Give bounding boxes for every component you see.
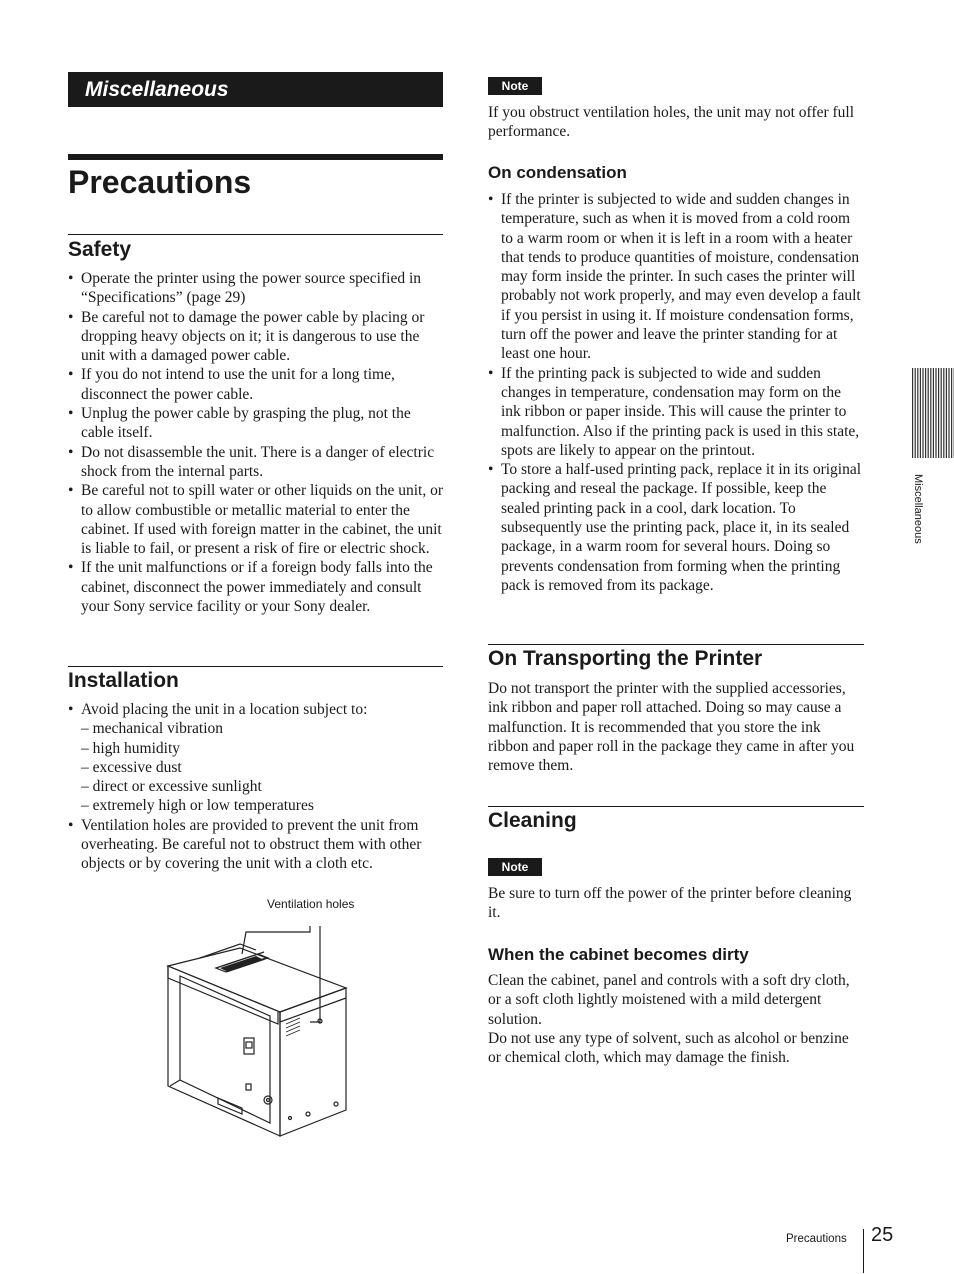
sub-item: – extremely high or low temperatures [81, 797, 314, 815]
stripe [935, 368, 936, 458]
note-badge: Note [488, 77, 542, 95]
cleaning-section [488, 806, 864, 834]
printer-illustration [160, 918, 360, 1143]
stripe [920, 368, 921, 458]
stripe [912, 368, 913, 458]
stripe [948, 368, 949, 458]
section-banner: Miscellaneous [68, 72, 443, 107]
safety-section [68, 234, 443, 263]
installation-heading: Installation [68, 669, 179, 692]
transporting-section [488, 644, 864, 672]
cabinet-dirty-heading: When the cabinet becomes dirty [488, 945, 749, 964]
safety-list [68, 269, 444, 616]
list-item: • To store a half-used printing pack, replace it in its original packing and reseal the package. If possible, keep the sealed printing pack in a cool, dark location. To subsequently use the printing pack, place it, in its sealed package, in a warm room for several hours. Doing so prevents condensation from forming when the printing pack is removed from its package. [488, 460, 864, 595]
side-tab-stripes [912, 368, 954, 458]
cleaning-heading: Cleaning [488, 809, 577, 832]
stripe [925, 368, 926, 458]
list-item: • Do not disassemble the unit. There is a danger of electric shock from the internal parts. [68, 443, 444, 482]
condensation-list [488, 190, 864, 595]
stripe [915, 368, 916, 458]
ventilation-note: If you obstruct ventilation holes, the unit may not offer full performance. [488, 104, 855, 141]
list-item: • If the printer is subjected to wide and sudden changes in temperature, such as when it is moved from a cold room to a warm room or when it is left in a room with a heater that tends to produce quantities of moisture, condensation may form inside the printer. In such cases the printer will probably not work properly, and may even develop a fault if you persist in using it. If moisture condensation forms, turn off the power and leave the printer standing for at least one hour. [488, 190, 864, 364]
stripe [928, 368, 929, 458]
footer-section-label: Precautions [786, 1233, 847, 1245]
condensation-heading: On condensation [488, 163, 627, 182]
stripe [922, 368, 923, 458]
list-item: • If you do not intend to use the unit for a long time, disconnect the power cable. [68, 365, 444, 404]
sub-item: – mechanical vibration [81, 720, 224, 738]
cleaning-note: Be sure to turn off the power of the printer before cleaning it. [488, 885, 852, 922]
installation-list [68, 700, 444, 874]
stripe [943, 368, 944, 458]
stripe [941, 368, 942, 458]
list-item: • If the unit malfunctions or if a foreign body falls into the cabinet, disconnect the power immediately and consult your Sony service facility or your Sony dealer. [68, 558, 444, 616]
list-item: • Be careful not to spill water or other liquids on the unit, or to allow combustible or metallic material to enter the cabinet. If used with foreign matter in the cabinet, the unit is liable to fail, or present a risk of fire or electric shock. [68, 481, 444, 558]
note-badge: Note [488, 858, 542, 876]
list-item: • Operate the printer using the power source specified in “Specifications” (page 29) [68, 269, 444, 308]
stripe [933, 368, 934, 458]
page-title: Precautions [68, 164, 252, 200]
side-tab-label: Miscellaneous [912, 474, 924, 544]
list-item: • Unplug the power cable by grasping the plug, not the cable itself. [68, 404, 444, 443]
cleaning-text-1: Clean the cabinet, panel and controls with a soft dry cloth, or a soft cloth lightly moistened with a mild detergent solution. [488, 972, 850, 1028]
page-number: 25 [871, 1224, 894, 1246]
installation-intro: Avoid placing the unit in a location subject to: [81, 701, 368, 718]
list-item: • If the printing pack is subjected to wide and sudden changes in temperature, condensation may form on the ink ribbon or paper inside. This will cause the printer to malfunction. Also if the printing pack is used in this state, spots are likely to appear on the printout. [488, 364, 864, 460]
installation-section [68, 666, 443, 694]
stripe [938, 368, 939, 458]
stripe [946, 368, 947, 458]
sub-item: – excessive dust [81, 758, 182, 776]
stripe [917, 368, 918, 458]
sub-item: – direct or excessive sunlight [81, 778, 262, 796]
transporting-heading: On Transporting the Printer [488, 647, 763, 670]
list-item [68, 700, 444, 816]
list-item: • Be careful not to damage the power cable by placing or dropping heavy objects on it; it is dangerous to use the unit with a damaged power cable. [68, 308, 444, 366]
cleaning-text-2: Do not use any type of solvent, such as alcohol or benzine or chemical cloth, which may damage the finish. [488, 1030, 849, 1067]
stripe [951, 368, 952, 458]
stripe [930, 368, 931, 458]
footer-divider [863, 1229, 864, 1273]
transporting-text: Do not transport the printer with the supplied accessories, ink ribbon and paper roll attached. Doing so may cause a malfunction. It is recommended that you store the ink ribbon and paper roll in the package they came in after you remove them. [488, 680, 855, 775]
safety-heading: Safety [68, 238, 132, 261]
figure-label: Ventilation holes [267, 897, 355, 911]
sub-item: – high humidity [81, 739, 181, 757]
list-item: • Ventilation holes are provided to prevent the unit from overheating. Be careful not to obstruct them with other objects or by covering the unit with a cloth etc. [68, 816, 444, 874]
